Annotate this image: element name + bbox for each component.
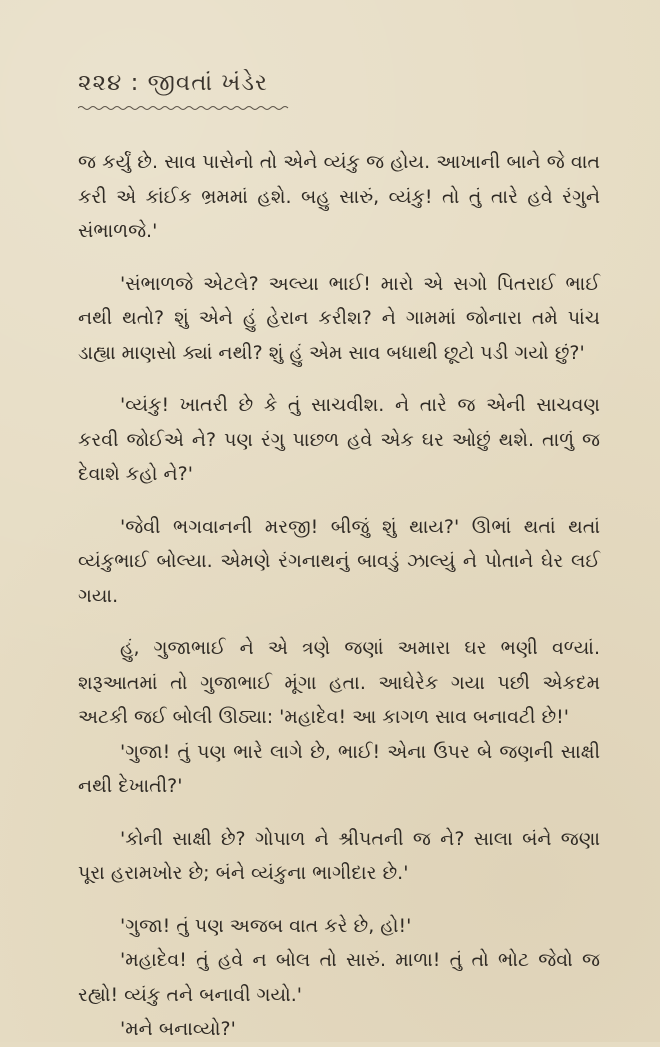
page-number-and-book-title: ૨૨૪ : જીવતાં ખંડેર	[78, 70, 268, 96]
page-body	[78, 145, 600, 1047]
paragraph-gap	[78, 370, 600, 388]
paragraph-7: 'કોની સાક્ષી છે? ગોપાળ ને શ્રીપતની જ ને? સાલા બંને જણા પૂરા હરામખોર છે; બંને વ્યંકુના ભાગીદાર છે.'	[78, 827, 600, 884]
paragraph-3: 'વ્યંકુ! ખાતરી છે કે તું સાચવીશ. ને તારે જ એની સાચવણ કરવી જોઈએ ને? પણ રંગુ પાછળ હવે એક ઘર ઓછું થશે. તાળું જ દેવાશે કહો ને?'	[78, 394, 600, 485]
paragraph-5: હું, ગુજાભાઈ ને એ ત્રણે જણાં અમારા ઘર ભણી વળ્યાં. શરૂઆતમાં તો ગુજાભાઈ મૂંગા હતા. આઘેરેક ગયા પછી એકદમ અટકી જઈ બોલી ઊઠ્યા: 'મહાદેવ! આ કાગળ સાવ બનાવટી છે!'	[78, 637, 600, 728]
paragraph-gap	[78, 613, 600, 631]
decorative-wavy-rule	[78, 105, 290, 111]
paragraph-gap	[78, 804, 600, 822]
paragraph-8: 'ગુજા! તું પણ અજબ વાત કરે છે, હો!'	[120, 914, 412, 937]
paragraph-10: 'મને બનાવ્યો?'	[120, 1018, 236, 1040]
paragraph-6: 'ગુજા! તું પણ ભારે લાગે છે, ભાઈ! એના ઉપર બે જણની સાક્ષી નથી દેખાતી?'	[78, 740, 600, 797]
paragraph-2: 'સંભાળજે એટલે? અલ્યા ભાઈ! મારો એ સગો પિતરાઈ ભાઈ નથી થતો? શું એને હું હેરાન કરીશ? ને ગામમાં જોનારા તમે પાંચ ડાહ્યા માણસો ક્યાં નથી? શું હું એમ સાવ બધાથી છૂટો પડી ગયો છું?'	[78, 272, 600, 364]
paragraph-gap	[78, 249, 600, 267]
paragraph-9: 'મહાદેવ! તું હવે ન બોલ તો સારું. માળા! તું તો ભોટ જેવો જ રહ્યો! વ્યંકુ તને બનાવી ગયો.'	[78, 949, 600, 1006]
paragraph-gap	[78, 891, 600, 909]
running-header	[78, 70, 598, 115]
paragraph-4: 'જેવી ભગવાનની મરજી! બીજું શું થાય?' ઊભાં થતાં થતાં વ્યંકુભાઈ બોલ્યા. એમણે રંગનાથનું બાવડું ઝાલ્યું ને પોતાને ઘેર લઈ ગયા.	[78, 515, 600, 607]
paragraph-gap	[78, 492, 600, 510]
paragraph-1: જ કર્યું છે. સાવ પાસેનો તો એને વ્યંકુ જ હોય. આખાની બાને જે વાત કરી એ કાંઈક ભ્રમમાં હશે. બહુ સારું, વ્યંકુ! તો તું તારે હવે રંગુને સંભાળજે.'	[78, 151, 600, 242]
